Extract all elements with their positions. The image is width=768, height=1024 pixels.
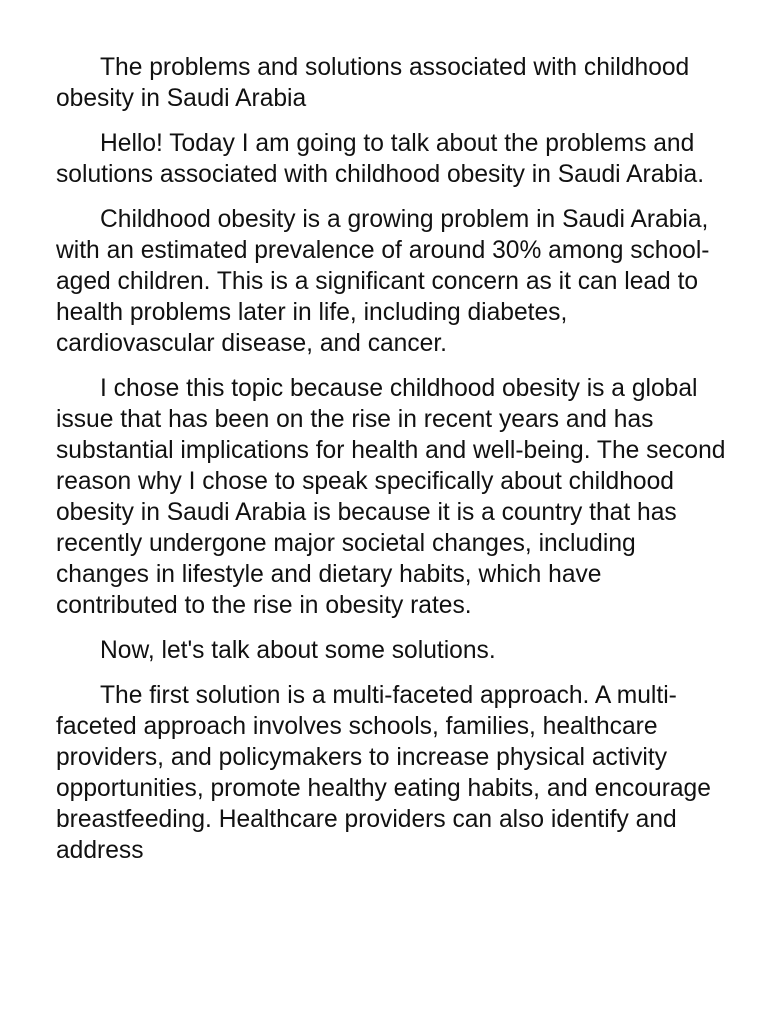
reason-paragraph: I chose this topic because childhood obesity is a global issue that has been on the rise in recent years and has substantial implications for health and well-being. The second reason why I chose to speak specifically about childhood obesity in Saudi Arabia is because it is a country that has recently undergone major societal changes, including changes in lifestyle and dietary habits, which have contributed to the rise in obesity rates. <box>56 375 726 619</box>
document-body <box>56 52 726 880</box>
problem-paragraph: Childhood obesity is a growing problem in Saudi Arabia, with an estimated prevalence of around 30% among school-aged children. This is a significant concern as it can lead to health problems later in life, including diabetes, cardiovascular disease, and cancer. <box>56 206 710 357</box>
intro-paragraph: Hello! Today I am going to talk about the problems and solutions associated with childhood obesity in Saudi Arabia. <box>56 130 705 188</box>
solution-paragraph: The first solution is a multi-faceted approach. A multi-faceted approach involves schools, families, healthcare providers, and policymakers to increase physical activity opportunities, promote healthy eating habits, and encourage breastfeeding. Healthcare providers can also identify and address <box>56 682 711 864</box>
document-title-paragraph: The problems and solutions associated with childhood obesity in Saudi Arabia <box>56 54 690 112</box>
transition-paragraph: Now, let's talk about some solutions. <box>100 637 496 664</box>
